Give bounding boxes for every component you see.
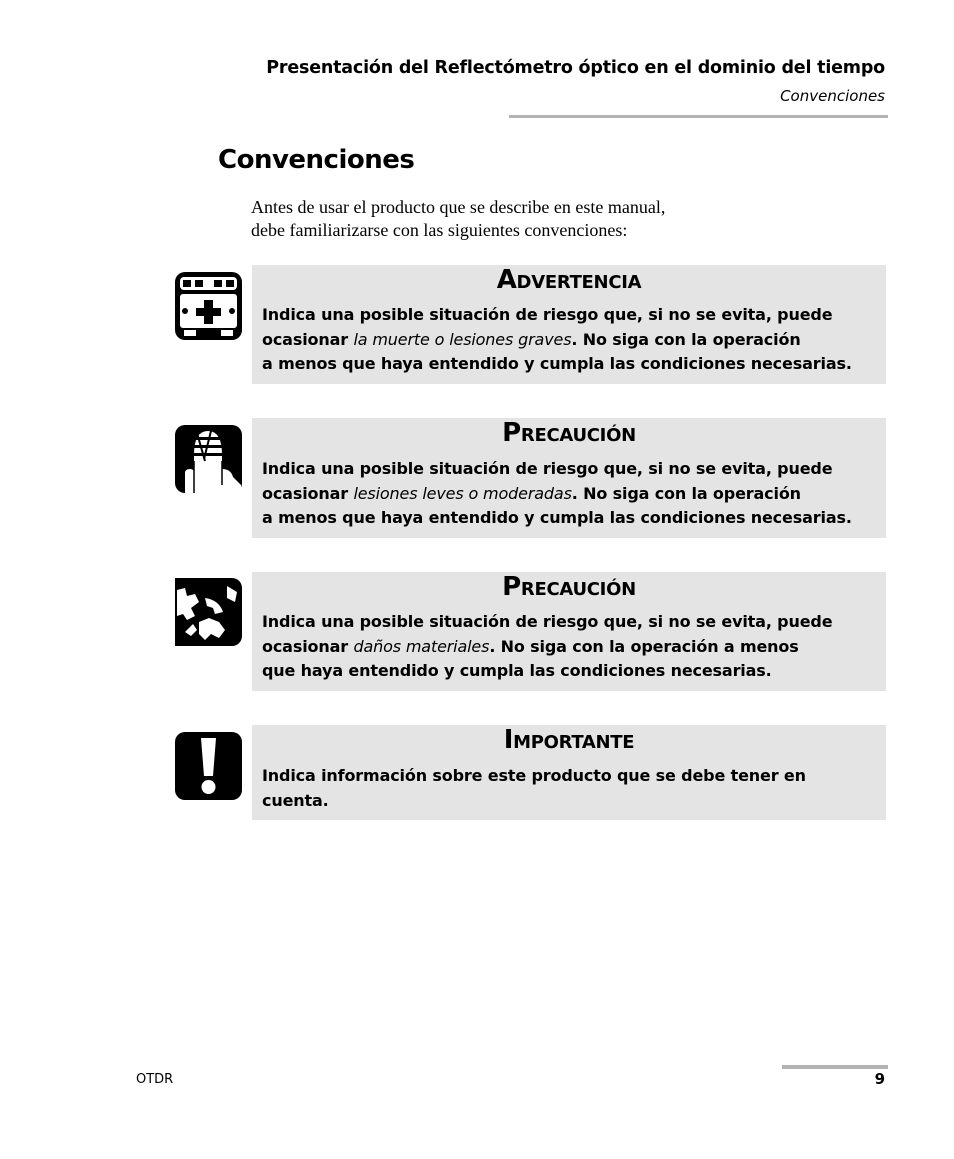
footer-product-name: OTDR xyxy=(136,1072,174,1087)
caution-damage-notice xyxy=(252,572,886,691)
notice-line: que haya entendido y cumpla las condiciones necesarias. xyxy=(262,661,772,680)
notice-line: ocasionar la muerte o lesiones graves. No siga con la operación xyxy=(262,329,801,349)
ambulance-icon xyxy=(175,272,242,340)
notice-line: Indica información sobre este producto que se debe tener en xyxy=(262,766,806,785)
notice-title: Advertencia xyxy=(496,265,642,295)
exclamation-icon xyxy=(175,732,242,800)
bandaged-finger-icon xyxy=(175,425,242,493)
notice-line: Indica una posible situación de riesgo que, si no se evita, puede xyxy=(262,459,833,478)
notice-line: cuenta. xyxy=(262,790,329,810)
caution-injury-notice xyxy=(252,418,886,538)
notice-body xyxy=(262,457,882,531)
page-number: 9 xyxy=(874,1070,885,1088)
notice-line: Indica una posible situación de riesgo que, si no se evita, puede xyxy=(262,612,833,631)
notice-title: Precaución xyxy=(502,572,636,602)
running-header-subtitle: Convenciones xyxy=(780,87,885,105)
notice-body xyxy=(262,764,882,813)
footer-rule xyxy=(782,1065,888,1069)
notice-title: Importante xyxy=(503,725,635,755)
important-notice xyxy=(252,725,886,820)
intro-line: debe familiarizarse con las siguientes convenciones: xyxy=(251,220,628,240)
notice-body xyxy=(262,610,882,684)
notice-line: a menos que haya entendido y cumpla las condiciones necesarias. xyxy=(262,354,852,373)
intro-paragraph xyxy=(251,196,791,242)
notice-emphasis: lesiones leves o moderadas xyxy=(353,483,572,503)
notice-line: a menos que haya entendido y cumpla las condiciones necesarias. xyxy=(262,508,852,527)
notice-title: Precaución xyxy=(502,418,636,448)
notice-line: ocasionar daños materiales. No siga con la operación a menos xyxy=(262,636,799,656)
notice-body xyxy=(262,303,882,377)
header-rule xyxy=(509,115,888,118)
warning-notice xyxy=(252,265,886,384)
intro-line: Antes de usar el producto que se describe en este manual, xyxy=(251,197,666,217)
broken-gear-icon xyxy=(175,578,242,646)
notice-emphasis: daños materiales xyxy=(353,636,490,656)
notice-line: ocasionar lesiones leves o moderadas. No siga con la operación xyxy=(262,483,801,503)
notice-emphasis: la muerte o lesiones graves xyxy=(353,329,572,349)
running-header-title: Presentación del Reflectómetro óptico en el dominio del tiempo xyxy=(266,58,885,78)
section-title: Convenciones xyxy=(218,145,415,175)
notice-line: Indica una posible situación de riesgo que, si no se evita, puede xyxy=(262,305,833,324)
